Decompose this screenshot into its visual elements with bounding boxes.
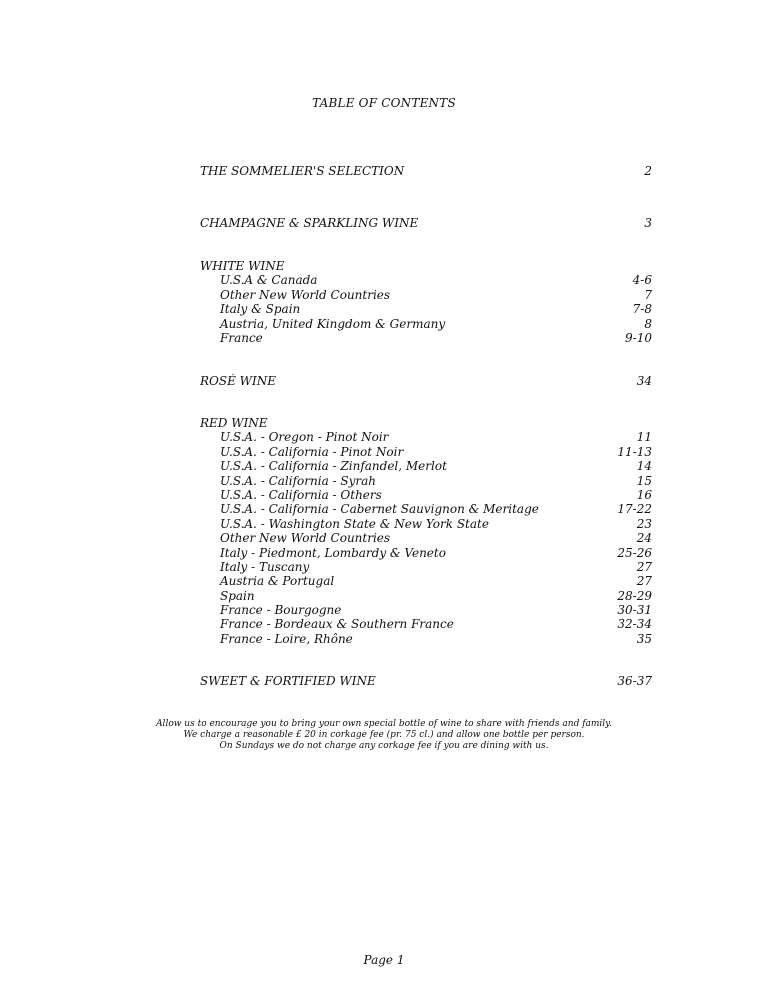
toc-entry — [200, 459, 652, 473]
toc-entry-page: 11-13 — [617, 444, 652, 459]
toc-section-white-wine — [200, 259, 652, 345]
toc-section-heading — [200, 259, 652, 273]
toc-entry — [200, 331, 652, 345]
toc-entry-label: CHAMPAGNE & SPARKLING WINE — [200, 216, 419, 230]
toc-entry-label: SWEET & FORTIFIED WINE — [200, 674, 376, 688]
toc-entry-page: 27 — [636, 559, 652, 574]
toc-entry-label: U.S.A. - California - Cabernet Sauvignon & Meritage — [220, 502, 539, 517]
toc-entry-label: U.S.A. - California - Zinfandel, Merlot — [220, 459, 447, 474]
toc-entry-label: Italy & Spain — [220, 302, 301, 317]
corkage-note-line: We charge a reasonable £ 20 in corkage fee (pr. 75 cl.) and allow one bottle per person. — [183, 730, 585, 740]
toc-section-heading — [200, 416, 652, 430]
toc-entry-label: ROSÉ WINE — [200, 374, 277, 388]
toc-entry-label: U.S.A. - Oregon - Pinot Noir — [220, 430, 389, 445]
toc-entry-label: France - Loire, Rhône — [220, 631, 353, 646]
toc-entry — [200, 560, 652, 574]
toc-entry-label: THE SOMMELIER'S SELECTION — [200, 164, 405, 178]
toc-entry-page: 27 — [636, 574, 652, 589]
corkage-note-line: On Sundays we do not charge any corkage fee if you are dining with us. — [219, 741, 549, 751]
corkage-note-line: Allow us to encourage you to bring your own special bottle of wine to share with friends and family. — [156, 719, 612, 729]
toc-entry-label: France — [220, 330, 263, 345]
page-title: TABLE OF CONTENTS — [312, 96, 456, 110]
corkage-note — [0, 719, 768, 752]
toc-entry-label: U.S.A. - California - Syrah — [220, 473, 377, 488]
toc-entry — [200, 216, 652, 230]
toc-entry-page: 35 — [636, 631, 652, 646]
toc-entry-page: 3 — [644, 216, 652, 230]
toc-entry — [200, 589, 652, 603]
toc-entry — [200, 164, 652, 178]
toc-entry — [200, 445, 652, 459]
toc-entry-page: 36-37 — [617, 674, 652, 688]
toc-entry-page: 9-10 — [625, 330, 652, 345]
toc-entry — [200, 488, 652, 502]
toc-section-heading-label: RED WINE — [200, 416, 268, 430]
toc-entry — [200, 273, 652, 287]
toc-entry-label: U.S.A. - Washington State & New York State — [220, 516, 489, 531]
toc-entry-page: 28-29 — [617, 588, 652, 603]
toc-entry — [200, 531, 652, 545]
toc-entry-page: 32-34 — [617, 617, 652, 632]
toc-entry-page: 17-22 — [617, 502, 652, 517]
toc-entry-label: Other New World Countries — [220, 531, 391, 546]
toc-entry-label: Italy - Tuscany — [220, 559, 310, 574]
toc-entry — [200, 517, 652, 531]
toc-entry-label: U.S.A. - California - Pinot Noir — [220, 444, 404, 459]
toc-section-red-wine — [200, 416, 652, 646]
toc-entry — [200, 317, 652, 331]
toc-entry — [200, 288, 652, 302]
toc-section-sommelier — [200, 164, 652, 178]
toc-entry-label: U.S.A. - California - Others — [220, 487, 382, 502]
toc-entry-page: 30-31 — [617, 603, 652, 618]
toc-entry-page: 24 — [636, 531, 652, 546]
toc-entry-page: 15 — [636, 473, 652, 488]
toc-entry — [200, 574, 652, 588]
toc-entry-label: Italy - Piedmont, Lombardy & Veneto — [220, 545, 446, 560]
toc-entry — [200, 474, 652, 488]
toc-entry — [200, 546, 652, 560]
toc-entry-label: Other New World Countries — [220, 287, 391, 302]
toc-entry-page: 2 — [644, 164, 652, 178]
toc-entry-label: Austria & Portugal — [220, 574, 335, 589]
toc-entry — [200, 632, 652, 646]
toc-entry — [200, 502, 652, 516]
toc-entry-label: Austria, United Kingdom & Germany — [220, 316, 446, 331]
toc-entry-page: 14 — [636, 459, 652, 474]
toc-entry-page: 11 — [636, 430, 652, 445]
toc-entry-label: U.S.A & Canada — [220, 273, 318, 288]
toc-entry-page: 8 — [644, 316, 652, 331]
toc-entry-page: 25-26 — [617, 545, 652, 560]
toc-section-champagne — [200, 216, 652, 230]
toc-entry-page: 7 — [644, 287, 652, 302]
toc-entry — [200, 603, 652, 617]
toc-section-heading-label: WHITE WINE — [200, 259, 285, 273]
toc-entry-label: France - Bordeaux & Southern France — [220, 617, 454, 632]
toc-entry — [200, 374, 652, 388]
toc-entry — [200, 430, 652, 444]
toc-entry — [200, 617, 652, 631]
toc-section-rose — [200, 374, 652, 388]
toc-entry — [200, 302, 652, 316]
page-number: Page 1 — [363, 953, 405, 967]
toc-entry-label: France - Bourgogne — [220, 603, 342, 618]
toc-entry-page: 7-8 — [632, 302, 652, 317]
toc-entry-page: 16 — [636, 487, 652, 502]
toc-section-sweet-fortified — [200, 674, 652, 688]
toc-entry-page: 34 — [636, 374, 652, 388]
toc-entry-page: 4-6 — [632, 273, 652, 288]
toc-entry-page: 23 — [636, 516, 652, 531]
toc-entry — [200, 674, 652, 688]
toc-entry-label: Spain — [220, 588, 255, 603]
